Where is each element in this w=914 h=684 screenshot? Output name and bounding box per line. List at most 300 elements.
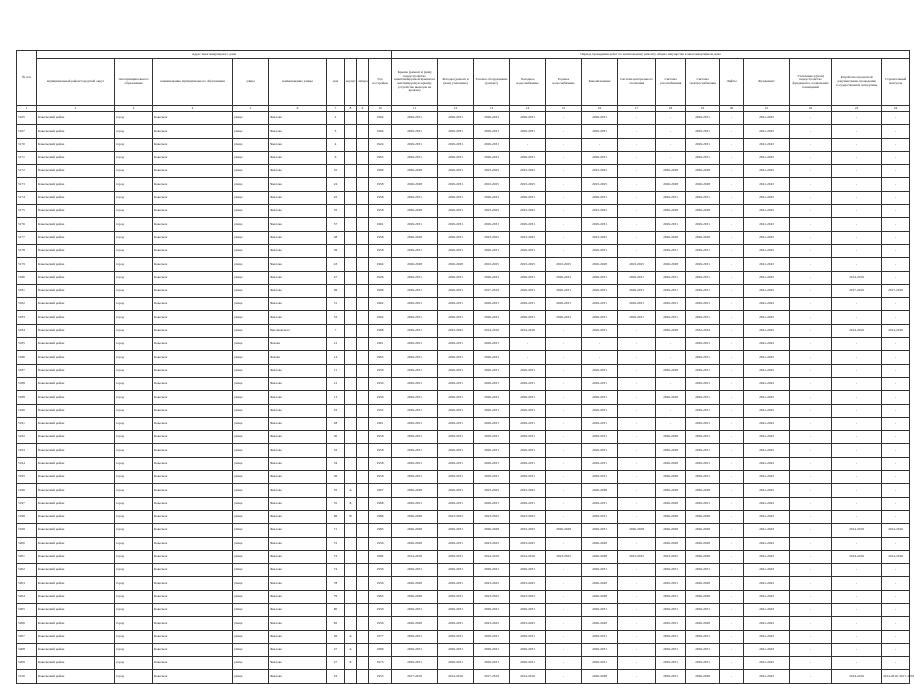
table-cell: 2029-2031 — [582, 457, 618, 470]
table-cell: - — [882, 138, 910, 151]
table-cell: 2029-2031 — [656, 218, 686, 231]
table-cell: город — [115, 457, 153, 470]
table-cell: Ковельск — [153, 364, 233, 377]
table-cell: 2041-2043 — [744, 577, 790, 590]
table-cell: - — [790, 657, 832, 670]
table-cell: - — [546, 324, 582, 337]
table-cell: 2029-2031 — [582, 125, 618, 138]
table-cell: 2029-2031 — [392, 151, 438, 164]
table-cell: 2041-2043 — [744, 524, 790, 537]
header-cell: Лифты — [720, 59, 744, 106]
header-cell: Система центрального отопления — [618, 59, 656, 106]
table-cell: - — [832, 577, 882, 590]
table-cell — [357, 298, 369, 311]
table-cell: - — [790, 431, 832, 444]
table-cell: - — [618, 205, 656, 218]
table-cell: 2041-2043 — [744, 404, 790, 417]
table-cell: - — [618, 151, 656, 164]
table-cell: - — [790, 564, 832, 577]
table-cell: - — [720, 258, 744, 271]
table-cell: город — [115, 138, 153, 151]
table-cell — [345, 324, 357, 337]
table-cell: улица — [233, 457, 269, 470]
table-cell: - — [720, 351, 744, 364]
table-cell: 2017-2019 — [392, 670, 438, 683]
table-cell: - — [832, 404, 882, 417]
table-cell: 2029-2031 — [474, 564, 510, 577]
table-cell: 2029-2031 — [392, 391, 438, 404]
table-cell: - — [832, 537, 882, 550]
table-cell: - — [546, 391, 582, 404]
table-cell: Ковельский район — [37, 391, 115, 404]
table-cell: Чкалова — [269, 364, 327, 377]
table-cell: 27 — [327, 643, 345, 656]
table-cell: город — [115, 125, 153, 138]
table-row — [17, 457, 910, 470]
table-cell: 2014-2016 — [510, 324, 546, 337]
table-cell: 5182 — [17, 298, 37, 311]
table-cell — [357, 457, 369, 470]
table-row — [17, 603, 910, 616]
table-cell: - — [546, 351, 582, 364]
table-cell: Ковельск — [153, 590, 233, 603]
table-cell: - — [618, 138, 656, 151]
table-cell: Ковельский район — [37, 670, 115, 683]
table-cell: 2029-2031 — [392, 444, 438, 457]
header-cell: Система газоснабжения — [656, 59, 686, 106]
table-cell: 2026-2028 — [392, 484, 438, 497]
table-cell: 2026-2028 — [546, 524, 582, 537]
table-cell — [357, 138, 369, 151]
table-cell: Ковельск — [153, 112, 233, 125]
table-cell: 13 — [327, 391, 345, 404]
table-cell: 30 — [327, 431, 345, 444]
table-cell: 2026-2028 — [392, 510, 438, 523]
table-cell: 2029-2031 — [392, 404, 438, 417]
table-cell — [357, 657, 369, 670]
table-cell: - — [882, 351, 910, 364]
table-cell: 2029-2031 — [392, 284, 438, 297]
table-cell: - — [720, 457, 744, 470]
table-cell: Чкалова — [269, 125, 327, 138]
table-cell: - — [720, 670, 744, 683]
table-cell: 2029-2031 — [510, 191, 546, 204]
table-cell — [345, 244, 357, 257]
table-cell: Ковельск — [153, 510, 233, 523]
table-cell: 2023-2025 — [438, 510, 474, 523]
table-cell: Чкалова — [269, 284, 327, 297]
table-cell: - — [882, 178, 910, 191]
table-cell: 12 — [327, 338, 345, 351]
table-cell: Ковельск — [153, 391, 233, 404]
table-cell — [345, 165, 357, 178]
table-cell: улица — [233, 484, 269, 497]
table-cell: 2026-2028 — [656, 231, 686, 244]
table-cell: 2026-2028 — [582, 484, 618, 497]
table-cell — [345, 364, 357, 377]
table-cell: - — [546, 457, 582, 470]
table-cell: 2023-2025 — [474, 165, 510, 178]
table-cell: Ковельский район — [37, 417, 115, 430]
table-cell: 2029-2031 — [618, 311, 656, 324]
table-cell: 2014-2016 — [832, 524, 882, 537]
table-cell: 5208 — [17, 643, 37, 656]
table-cell: - — [546, 417, 582, 430]
table-cell: 5193 — [17, 444, 37, 457]
table-cell — [357, 497, 369, 510]
table-cell: - — [882, 258, 910, 271]
table-cell — [345, 112, 357, 125]
table-cell: Ковельский район — [37, 643, 115, 656]
table-cell: - — [546, 112, 582, 125]
table-cell: - — [546, 577, 582, 590]
table-cell — [345, 377, 357, 390]
table-cell: 7 — [327, 324, 345, 337]
table-cell: - — [790, 244, 832, 257]
table-cell: 34 — [327, 457, 345, 470]
table-cell: 2023-2025 — [474, 537, 510, 550]
table-cell: 5189 — [17, 391, 37, 404]
table-cell: 2041-2043 — [744, 151, 790, 164]
table-cell: 2029-2031 — [392, 417, 438, 430]
table-cell: 2014-2016 — [510, 670, 546, 683]
table-cell: 2029-2031 — [686, 138, 720, 151]
table-cell: - — [546, 178, 582, 191]
table-row — [17, 112, 910, 125]
table-cell: - — [720, 311, 744, 324]
table-cell: - — [882, 657, 910, 670]
table-cell: - — [720, 484, 744, 497]
table-row — [17, 524, 910, 537]
table-cell: 2029-2031 — [438, 165, 474, 178]
table-cell: 2026-2028 — [474, 524, 510, 537]
table-cell: 1956 — [369, 564, 392, 577]
table-cell: Ковельск — [153, 603, 233, 616]
table-cell: Ковельский район — [37, 471, 115, 484]
table-cell: 2041-2043 — [744, 351, 790, 364]
table-cell: город — [115, 231, 153, 244]
column-number-cell: 20 — [720, 106, 744, 112]
header-cell: наименование улицы — [269, 59, 327, 106]
table-row — [17, 630, 910, 643]
table-cell: 2041-2043 — [744, 338, 790, 351]
table-cell: Ковельский район — [37, 364, 115, 377]
table-cell: 1958 — [369, 205, 392, 218]
table-cell: 2029-2031 — [392, 218, 438, 231]
table-cell: 2029-2031 — [582, 218, 618, 231]
table-cell: 5172 — [17, 165, 37, 178]
table-cell: 27 — [327, 657, 345, 670]
table-cell: 2041-2043 — [744, 271, 790, 284]
table-cell: 2041-2043 — [744, 205, 790, 218]
table-cell: 2041-2043 — [744, 484, 790, 497]
table-cell: 2029-2031 — [656, 617, 686, 630]
table-cell: 6 — [327, 151, 345, 164]
table-cell: - — [882, 205, 910, 218]
table-cell: 2041-2043 — [744, 657, 790, 670]
table-cell: 2029-2031 — [392, 191, 438, 204]
table-cell: 2029-2031 — [438, 351, 474, 364]
header-cell: улица — [233, 59, 269, 106]
table-cell: 2023-2025 — [510, 577, 546, 590]
table-cell: 2029-2031 — [392, 112, 438, 125]
table-cell: - — [546, 338, 582, 351]
table-cell: - — [832, 617, 882, 630]
table-cell: 2041-2043 — [744, 311, 790, 324]
table-cell: 2026-2028 — [656, 324, 686, 337]
table-cell — [345, 537, 357, 550]
table-cell: 2029-2031 — [656, 244, 686, 257]
table-cell: - — [720, 431, 744, 444]
table-cell: улица — [233, 151, 269, 164]
column-number-cell: 24 — [882, 106, 910, 112]
table-cell: 10 — [327, 165, 345, 178]
table-cell: 43 — [327, 258, 345, 271]
table-cell: - — [790, 271, 832, 284]
table-row — [17, 311, 910, 324]
table-cell: 2029-2031 — [656, 643, 686, 656]
table-cell: - — [720, 550, 744, 563]
table-cell: - — [790, 231, 832, 244]
table-cell: 2014-2016 — [474, 324, 510, 337]
table-cell: Чкалова — [269, 524, 327, 537]
table-cell: 2 — [327, 112, 345, 125]
table-cell: 2029-2031 — [510, 377, 546, 390]
table-cell: - — [618, 338, 656, 351]
table-cell: Чкалова — [269, 218, 327, 231]
table-cell: Чкалова — [269, 244, 327, 257]
table-cell: 2014-2016, 2017-2019 — [882, 670, 910, 683]
table-cell — [357, 630, 369, 643]
table-cell — [345, 178, 357, 191]
table-cell: 2029-2031 — [510, 218, 546, 231]
table-cell: 2041-2043 — [744, 298, 790, 311]
table-cell: 2029-2031 — [582, 564, 618, 577]
table-cell: Ковельский район — [37, 298, 115, 311]
table-cell: 2029-2031 — [510, 112, 546, 125]
table-cell: 2041-2043 — [744, 643, 790, 656]
table-cell: - — [832, 258, 882, 271]
table-cell — [345, 271, 357, 284]
table-cell: - — [720, 590, 744, 603]
table-cell: Ковельский район — [37, 404, 115, 417]
table-cell: Ковельск — [153, 244, 233, 257]
table-cell: - — [720, 657, 744, 670]
table-cell: 2029-2031 — [438, 564, 474, 577]
table-cell: - — [656, 338, 686, 351]
table-row — [17, 284, 910, 297]
table-cell: улица — [233, 271, 269, 284]
table-cell: 2029-2031 — [510, 444, 546, 457]
table-cell: 2026-2028 — [686, 484, 720, 497]
table-cell: - — [618, 670, 656, 683]
table-cell: улица — [233, 165, 269, 178]
table-cell: 2029-2031 — [686, 391, 720, 404]
table-cell: 1962 — [369, 311, 392, 324]
table-cell: 1969 — [369, 643, 392, 656]
table-cell: 2029-2031 — [438, 218, 474, 231]
table-cell: 2029-2031 — [392, 630, 438, 643]
table-row — [17, 657, 910, 670]
table-cell: - — [790, 444, 832, 457]
table-row — [17, 377, 910, 390]
table-cell: - — [720, 298, 744, 311]
table-cell — [345, 670, 357, 683]
table-cell: Ковельск — [153, 165, 233, 178]
table-cell: 5170 — [17, 138, 37, 151]
table-cell: 2029-2031 — [582, 643, 618, 656]
table-cell — [345, 404, 357, 417]
table-row — [17, 564, 910, 577]
table-cell: - — [832, 165, 882, 178]
table-cell: 2041-2043 — [744, 178, 790, 191]
table-cell: 1986 — [369, 510, 392, 523]
table-cell — [357, 218, 369, 231]
table-cell: 2023-2025 — [510, 590, 546, 603]
table-cell: Ковельск — [153, 617, 233, 630]
table-cell: 2026-2028 — [656, 484, 686, 497]
table-cell: Ковельск — [153, 657, 233, 670]
table-cell: - — [832, 178, 882, 191]
table-cell: город — [115, 630, 153, 643]
table-cell: город — [115, 364, 153, 377]
table-cell: - — [720, 218, 744, 231]
table-cell: 49 — [327, 284, 345, 297]
table-cell: Ковельск — [153, 457, 233, 470]
table-cell: Чкалова — [269, 564, 327, 577]
table-cell: 2026-2028 — [618, 524, 656, 537]
table-cell: - — [790, 457, 832, 470]
table-cell: 2041-2043 — [744, 112, 790, 125]
table-cell — [357, 564, 369, 577]
table-cell: 1964 — [369, 125, 392, 138]
table-cell: - — [720, 630, 744, 643]
table-cell — [357, 151, 369, 164]
table-cell: 2026-2028 — [392, 524, 438, 537]
table-cell: Ковельск — [153, 218, 233, 231]
table-cell: 1961 — [369, 417, 392, 430]
table-cell: - — [720, 244, 744, 257]
table-cell: улица — [233, 670, 269, 683]
table-cell: Ковельск — [153, 431, 233, 444]
table-cell: - — [790, 617, 832, 630]
table-cell: 2041-2043 — [744, 590, 790, 603]
table-cell: 2023-2025 — [510, 231, 546, 244]
table-cell — [357, 351, 369, 364]
table-cell: Чкалова — [269, 231, 327, 244]
table-cell: 2029-2031 — [474, 377, 510, 390]
table-cell: 2041-2043 — [744, 284, 790, 297]
table-cell — [345, 338, 357, 351]
table-cell: 2026-2028 — [392, 577, 438, 590]
table-cell: - — [720, 537, 744, 550]
table-cell: 14 — [327, 351, 345, 364]
table-cell: 2029-2031 — [582, 324, 618, 337]
table-cell: 2029-2031 — [582, 417, 618, 430]
table-cell: - — [882, 311, 910, 324]
table-cell: 1958 — [369, 457, 392, 470]
table-cell: - — [882, 577, 910, 590]
table-cell: - — [720, 271, 744, 284]
table-cell: Ковельский район — [37, 271, 115, 284]
table-cell: - — [720, 404, 744, 417]
table-cell: 2029-2031 — [510, 431, 546, 444]
table-cell: - — [832, 338, 882, 351]
table-cell: - — [720, 643, 744, 656]
table-cell: 5186 — [17, 351, 37, 364]
table-cell: - — [618, 590, 656, 603]
table-row — [17, 258, 910, 271]
table-cell: 2029-2031 — [474, 471, 510, 484]
table-cell: Ковельск — [153, 351, 233, 364]
table-cell — [357, 338, 369, 351]
table-cell — [345, 550, 357, 563]
table-cell: 2029-2031 — [392, 244, 438, 257]
table-cell: 2041-2043 — [744, 138, 790, 151]
table-cell: Чкалова — [269, 497, 327, 510]
table-cell: 5205 — [17, 603, 37, 616]
table-cell: 2029-2031 — [474, 138, 510, 151]
table-cell: 1964 — [369, 112, 392, 125]
table-cell: 5175 — [17, 205, 37, 218]
table-cell: Циолковского — [269, 324, 327, 337]
table-cell: - — [546, 537, 582, 550]
header-cell: корпус — [345, 59, 357, 106]
table-cell: улица — [233, 657, 269, 670]
table-cell: 2029-2031 — [392, 271, 438, 284]
table-cell: - — [882, 431, 910, 444]
table-row — [17, 643, 910, 656]
table-cell: - — [790, 603, 832, 616]
table-cell: город — [115, 497, 153, 510]
table-row — [17, 404, 910, 417]
table-cell: 1977 — [369, 630, 392, 643]
table-cell: Ковельский район — [37, 497, 115, 510]
table-cell: 2026-2028 — [392, 178, 438, 191]
table-cell: Б — [345, 657, 357, 670]
table-cell: 2023-2025 — [618, 258, 656, 271]
table-cell: - — [790, 550, 832, 563]
table-cell: Ковельск — [153, 271, 233, 284]
table-row — [17, 271, 910, 284]
register-table-sheet — [16, 50, 914, 684]
table-cell: город — [115, 590, 153, 603]
table-cell: - — [720, 497, 744, 510]
table-cell: - — [832, 417, 882, 430]
table-cell: 2029-2031 — [438, 191, 474, 204]
table-cell: Ковельский район — [37, 550, 115, 563]
table-cell: 72 — [327, 537, 345, 550]
table-cell: - — [618, 324, 656, 337]
table-cell: - — [720, 284, 744, 297]
table-cell: улица — [233, 112, 269, 125]
table-cell: Ковельск — [153, 550, 233, 563]
table-cell: - — [790, 577, 832, 590]
table-cell: 2026-2028 — [686, 524, 720, 537]
header-cell: Газовое оборудование (ремонт) — [474, 59, 510, 106]
table-cell: - — [546, 657, 582, 670]
header-cell: Холодное водоснабжение — [510, 59, 546, 106]
table-cell: - — [790, 537, 832, 550]
table-cell: 2029-2031 — [474, 643, 510, 656]
table-cell: 2029-2031 — [438, 457, 474, 470]
table-cell: - — [618, 484, 656, 497]
table-cell: 2029-2031 — [656, 670, 686, 683]
table-cell: 2023-2025 — [474, 178, 510, 191]
table-cell: - — [882, 484, 910, 497]
table-cell: - — [720, 444, 744, 457]
table-cell: 1953 — [369, 670, 392, 683]
